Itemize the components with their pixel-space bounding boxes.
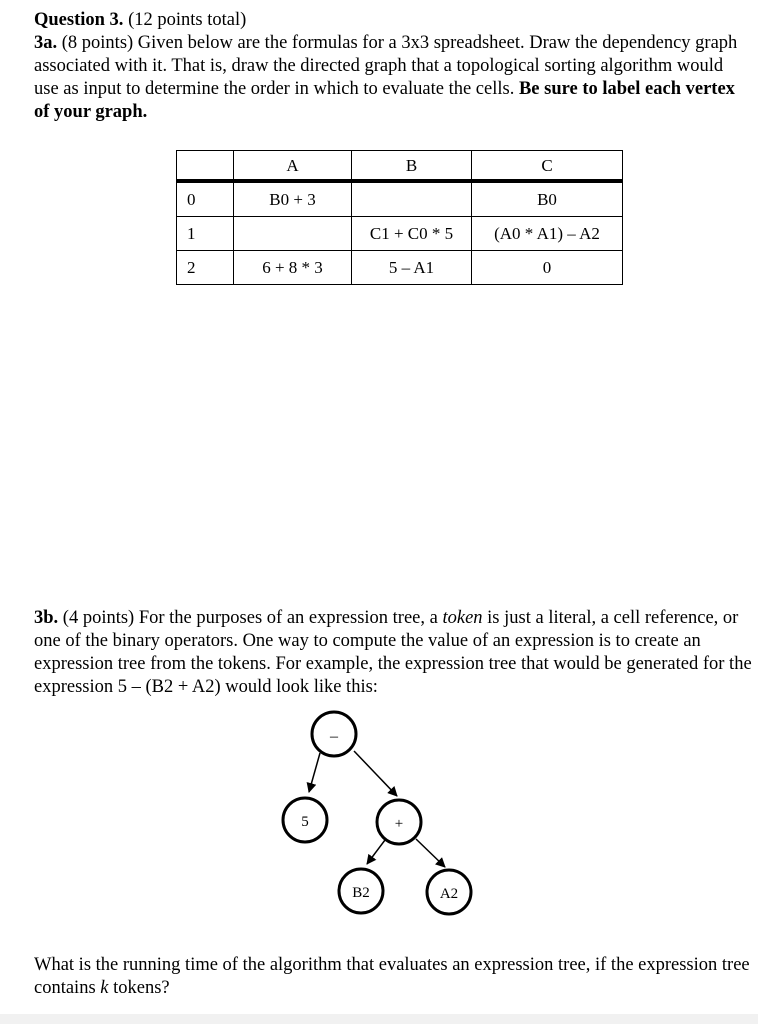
column-header-c: C <box>472 151 623 182</box>
part-a-bold-instruction: Be sure to label each vertex of your graph. <box>34 79 735 122</box>
node-label: – <box>330 728 338 745</box>
edge-plus-to-a2 <box>416 839 445 867</box>
part-a-text: (8 points) Given below are the formulas for a 3x3 spreadsheet. Draw the dependency graph associated with it. That is, draw the directed graph that a topological sorting algorithm would use as input to determine the order in which to evaluate the cells. <box>34 33 738 99</box>
cell-c0: B0 <box>472 181 623 217</box>
cell-a0: B0 + 3 <box>234 181 352 217</box>
part-b-text-start: (4 points) For the purposes of an expression tree, a <box>62 608 438 628</box>
tree-node-minus <box>312 712 356 756</box>
running-time-question-start: What is the running time of the algorithm that evaluates an expression tree, if the expression tree contains <box>34 955 750 998</box>
k-variable: k <box>100 978 109 998</box>
node-label: A2 <box>439 886 459 902</box>
part-b-text-end: is just a literal, a cell reference, or one of the binary operators. One way to compute the value of an expression is to create an expression tree from the tokens. For example, the expression tree that would be generated for the expression 5 – (B2 + A2) would look like this: <box>34 608 752 697</box>
tree-node-b2 <box>339 869 383 913</box>
cell-c1: (A0 * A1) – A2 <box>472 217 623 251</box>
cell-b2: 5 – A1 <box>352 251 472 285</box>
tree-node-plus <box>377 800 421 844</box>
cell-a2: 6 + 8 * 3 <box>234 251 352 285</box>
page-bottom-bar <box>0 1014 758 1024</box>
tree-node-a2 <box>427 870 471 914</box>
question-3c <box>34 954 752 1000</box>
token-term: token <box>442 608 483 628</box>
row-index: 0 <box>177 181 234 217</box>
column-header-b: B <box>352 151 472 182</box>
node-label: + <box>394 816 404 832</box>
edge-plus-to-b2 <box>367 840 385 864</box>
cell-c2: 0 <box>472 251 623 285</box>
node-label: 5 <box>301 814 309 830</box>
part-a-label: 3a. <box>34 33 58 53</box>
row-index: 1 <box>177 217 234 251</box>
running-time-question-end: tokens? <box>113 978 170 998</box>
node-label: B2 <box>352 885 370 901</box>
edge-minus-to-plus <box>354 751 397 796</box>
cell-b1: C1 + C0 * 5 <box>352 217 472 251</box>
question-points: (12 points total) <box>128 10 247 30</box>
tree-node-five <box>283 798 327 842</box>
row-index: 2 <box>177 251 234 285</box>
part-b-label: 3b. <box>34 608 59 628</box>
edge-minus-to-five <box>309 753 320 792</box>
column-header-a: A <box>234 151 352 182</box>
question-title: Question 3. <box>34 10 124 30</box>
